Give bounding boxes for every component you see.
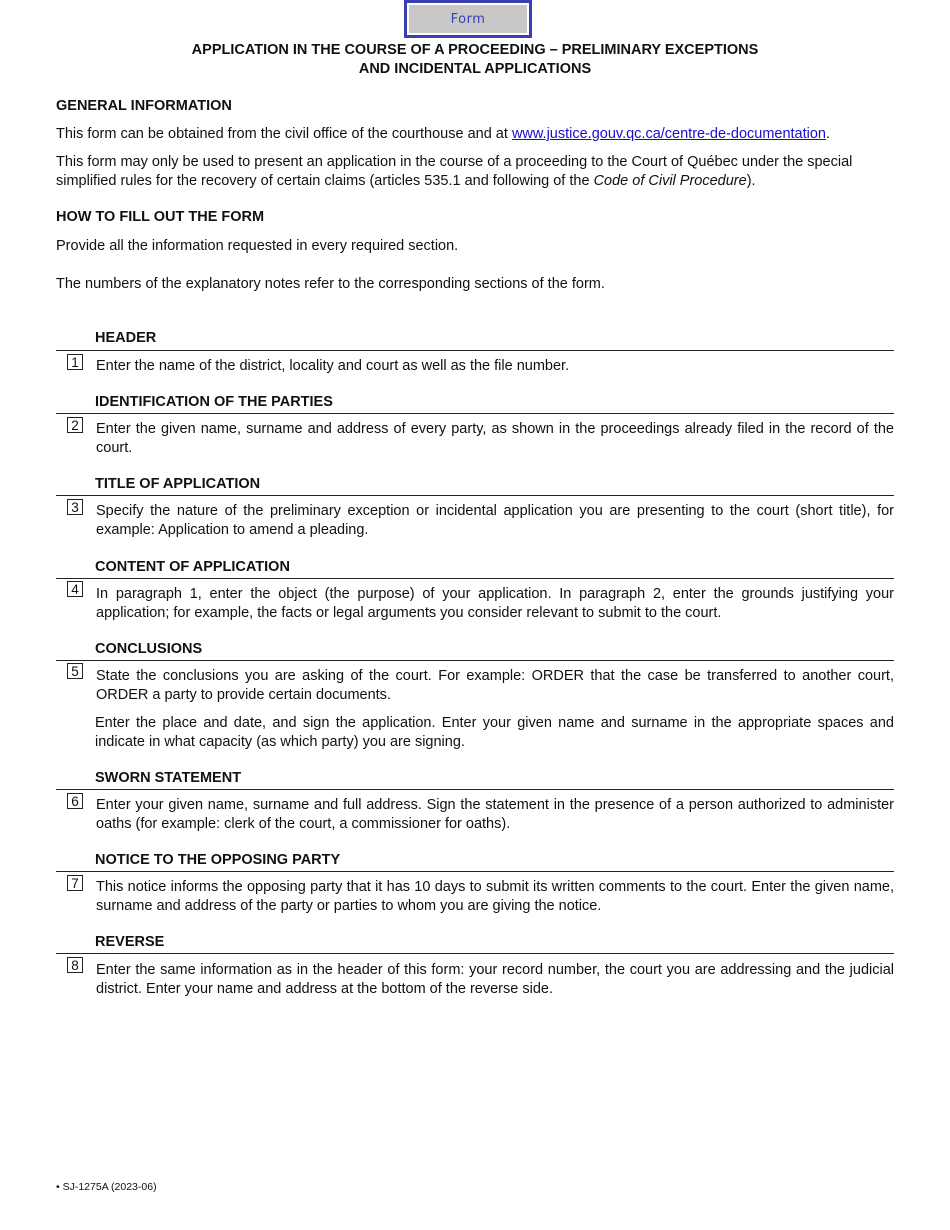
divider	[56, 350, 894, 351]
section-heading-conclusions: CONCLUSIONS	[95, 641, 203, 657]
section-heading-notice: NOTICE TO THE OPPOSING PARTY	[95, 852, 341, 868]
code-civil-procedure: Code of Civil Procedure	[593, 173, 747, 189]
page-title-line-2: AND INCIDENTAL APPLICATIONS	[358, 61, 592, 77]
section-number-5: 5	[67, 663, 83, 679]
general-paragraph-1	[56, 125, 894, 144]
section-heading-header: HEADER	[95, 330, 157, 346]
section-note-2: Enter the given name, surname and address of every party, as shown in the proceedings already filed in the record of the court.	[96, 421, 894, 456]
section-number-4: 4	[67, 581, 83, 597]
how-paragraph-1: Provide all the information requested in every required section.	[56, 238, 459, 254]
section-heading-parties: IDENTIFICATION OF THE PARTIES	[95, 394, 333, 410]
section-note-6: Enter your given name, surname and full address. Sign the statement in the presence of a person authorized to administer oaths (for example: clerk of the court, a commissioner for oaths).	[96, 797, 894, 832]
section-note-3: Specify the nature of the preliminary exception or incidental application you are presenting to the court (short title), for example: Application to amend a pleading.	[96, 503, 894, 538]
general-p1-text: This form can be obtained from the civil office of the courthouse and at	[56, 126, 512, 142]
form-button[interactable]	[404, 0, 532, 38]
how-paragraph-2: The numbers of the explanatory notes refer to the corresponding sections of the form.	[56, 276, 605, 292]
section-heading-content: CONTENT OF APPLICATION	[95, 559, 290, 575]
form-code-footer: • SJ-1275A (2023-06)	[56, 1181, 157, 1193]
general-p1-end: .	[826, 126, 831, 142]
divider	[56, 413, 894, 414]
section-number-1: 1	[67, 354, 83, 370]
documentation-link[interactable]: www.justice.gouv.qc.ca/centre-de-documentation	[511, 126, 826, 142]
divider	[56, 578, 894, 579]
section-number-2: 2	[67, 417, 83, 433]
general-p2-text: This form may only be used to present an application in the course of a proceeding to the Court of Québec under the special simplified rules for the recovery of certain claims (articles 535.1 and following of the	[56, 154, 853, 189]
section-note-7: This notice informs the opposing party that it has 10 days to submit its written comments to the court. Enter the given name, surname and address of the party or parties to whom you are giving the notice.	[96, 879, 894, 914]
section-number-8: 8	[67, 957, 83, 973]
section-note-5-signing: Enter the place and date, and sign the application. Enter your given name and surname in the appropriate spaces and indicate in what capacity (as which party) you are signing.	[95, 715, 894, 750]
divider	[56, 789, 894, 790]
section-number-3: 3	[67, 499, 83, 515]
divider	[56, 871, 894, 872]
form-button-label[interactable]: Form	[409, 5, 527, 33]
section-heading-title: TITLE OF APPLICATION	[95, 476, 261, 492]
section-number-6: 6	[67, 793, 83, 809]
divider	[56, 660, 894, 661]
general-p2-end: ).	[746, 173, 756, 189]
page-title-line-1: APPLICATION IN THE COURSE OF A PROCEEDING – PRELIMINARY EXCEPTIONS	[191, 42, 759, 58]
how-to-fill-heading: HOW TO FILL OUT THE FORM	[56, 209, 265, 225]
section-number-7: 7	[67, 875, 83, 891]
section-note-8: Enter the same information as in the header of this form: your record number, the court you are addressing and the judicial district. Enter your name and address at the bottom of the reverse side.	[96, 962, 894, 997]
general-information-heading: GENERAL INFORMATION	[56, 98, 232, 114]
divider	[56, 495, 894, 496]
general-paragraph-2	[56, 153, 894, 191]
section-note-1: Enter the name of the district, locality and court as well as the file number.	[96, 358, 570, 374]
section-note-5: State the conclusions you are asking of the court. For example: ORDER that the case be transferred to another court, ORDER a party to provide certain documents.	[96, 668, 894, 703]
section-note-4: In paragraph 1, enter the object (the purpose) of your application. In paragraph 2, enter the grounds justifying your application; for example, the facts or legal arguments you consider relevant to submit to the court.	[96, 586, 894, 621]
divider	[56, 953, 894, 954]
section-heading-reverse: REVERSE	[95, 934, 165, 950]
section-heading-sworn: SWORN STATEMENT	[95, 770, 242, 786]
